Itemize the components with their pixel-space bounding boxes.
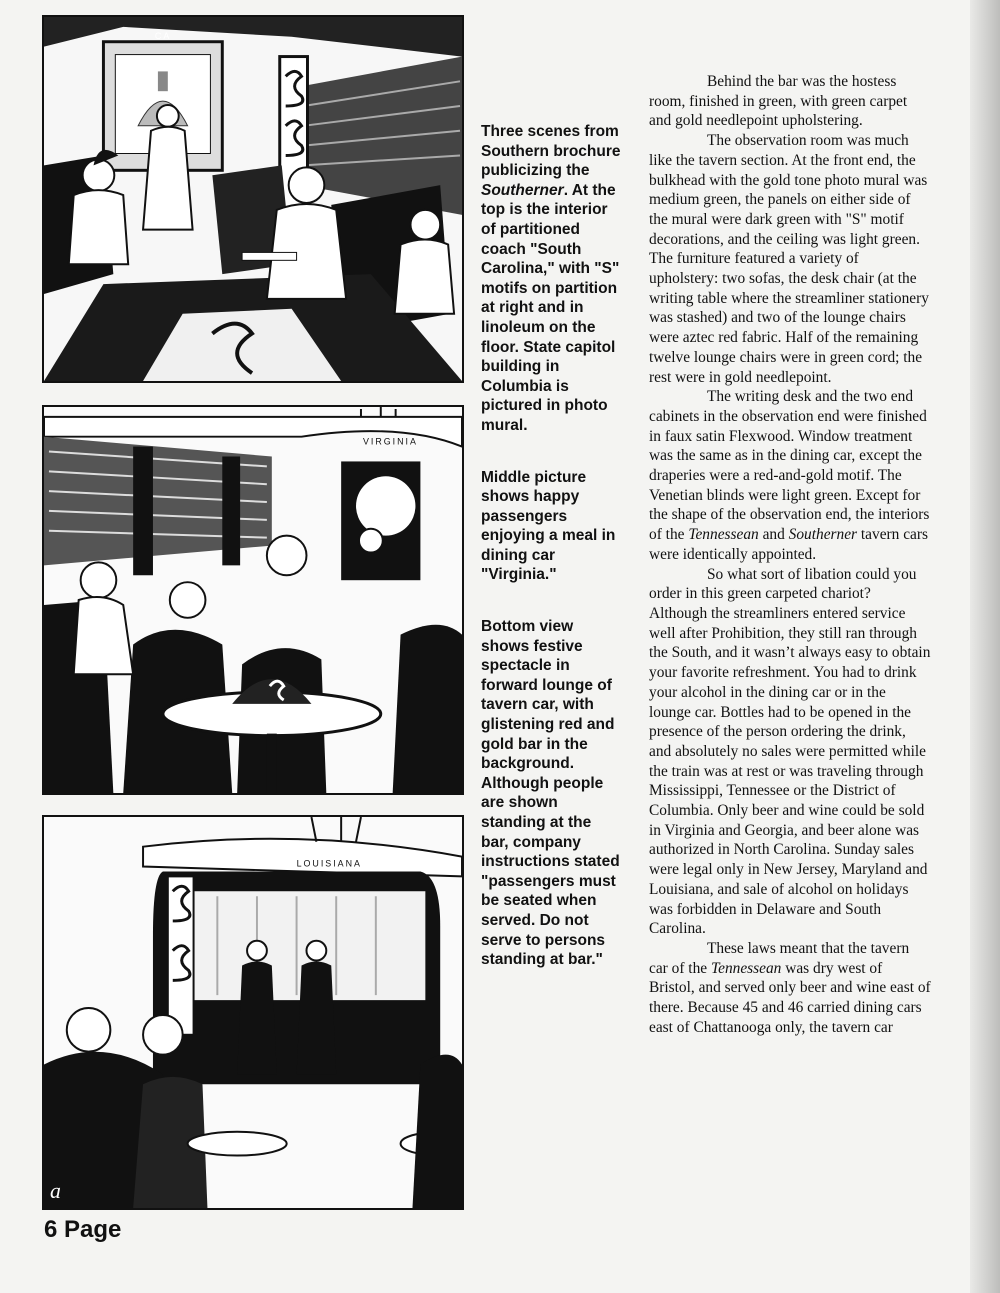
caption-lounge: Bottom view shows festive spectacle in forward lounge of tavern car, with glistening red and gold bar in the background. Although people are shown standing at the bar, company instructions stated "passengers must be seated when served. Do not serve to persons standing at bar." (481, 618, 620, 969)
page-number: 6 Page (44, 1216, 122, 1243)
article-paragraph: Behind the bar was the hostess room, finished in green, with green carpet and gold needlepoint upholstering. (649, 73, 908, 130)
lounge-car-sign: LOUISIANA (296, 858, 362, 869)
tavern-lounge-illustration (42, 815, 464, 1210)
dining-car-illustration (42, 405, 464, 795)
article-paragraph: So what sort of libation could you order in this green carpeted chariot? Although the streamliners entered service well after Prohibition, they still ran through the South, and it wasn’t always easy to obtain your favorite refreshment. You had to drink your alcohol in the dining car or in the lounge car. Bottles had to be opened in the presence of the person ordering the drink, and absolutely no sales were permitted while the train was at rest or was traveling through Mississippi, Tennessee or the District of Columbia. Only beer and wine could be sold in Virginia and Georgia, and beer alone was authorized in North Carolina. Sunday sales were legal only in New Jersey, Maryland and Louisiana, and sale of alcohol on holidays was forbidden in Delaware and South Carolina. (649, 565, 931, 938)
coach-car-sign: CA (154, 30, 172, 41)
article-paragraph: These laws meant that the tavern car of the Tennessean was dry west of Bristol, and served only beer and wine east of there. Because 45 and 46 carried dining cars east of Chattanooga only, the tavern car (649, 939, 931, 1036)
page-edge-shadow (970, 0, 1000, 1293)
caption-dining: Middle picture shows happy passengers enjoying a meal in dining car "Virginia." (481, 468, 616, 584)
article-column (649, 72, 931, 1037)
dining-car-sign: VIRGINIA (362, 436, 418, 447)
caption-coach: Three scenes from Southern brochure publicizing the Southerner. At the top is the interior of partitioned coach "South Carolina," with "S" motifs on partition at right and in linoleum on the floor. State capitol building in Columbia is pictured in photo mural. (481, 123, 621, 434)
coach-interior-illustration (42, 15, 464, 383)
photo-captions (481, 122, 621, 970)
article-paragraph: The observation room was much like the tavern section. At the front end, the bulkhead with the gold tone photo mural was medium green, the panels on either side of the mural were dark green with "S" motif decorations, and the ceiling was light green. The furniture featured a variety of upholstery: two sofas, the desk chair (at the writing table where the streamliner stationery was stashed) and two of the lounge chairs were aztec red fabric. Half of the remaining twelve lounge chairs were in green cord; the rest were in gold needlepoint. (649, 132, 929, 386)
article-paragraph: The writing desk and the two end cabinets in the observation end were finished in faux satin Flexwood. Window treatment was the same as in the dining car, except the draperies were a red-and-gold motif. The Venetian blinds were light green. Except for the shape of the observation end, the interiors of the Tennessean and Southerner tavern cars were identically appointed. (649, 388, 930, 563)
illustrator-signature: a (49, 1179, 61, 1204)
